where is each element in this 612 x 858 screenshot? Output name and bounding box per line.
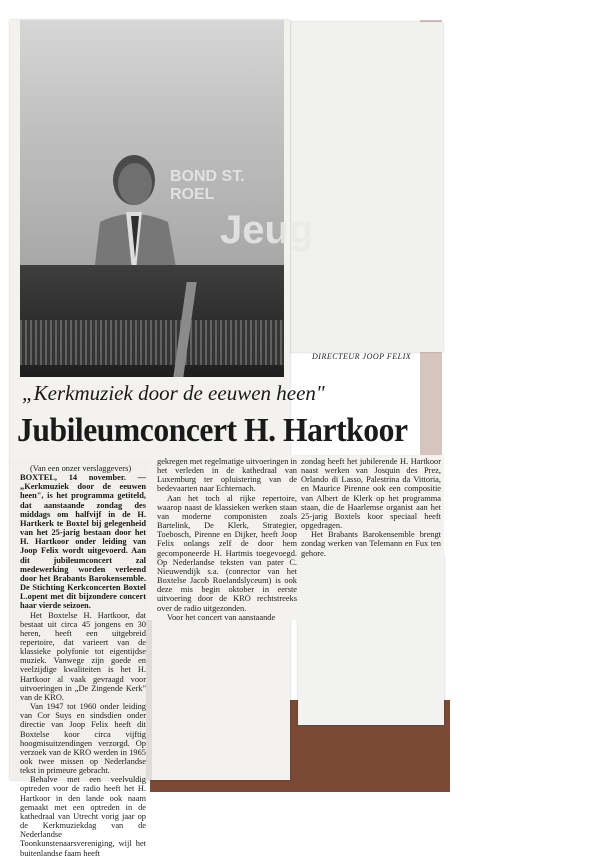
article-column-3	[301, 457, 441, 558]
paragraph: gekregen met regelmatige uitvoeringen in het verleden in de kathedraal van Luxemburg ter opluistering van de bedevaarten naar Echternach.	[157, 457, 297, 494]
article-column-1	[20, 464, 146, 858]
photo-caption: DIRECTEUR JOOP FELIX	[312, 352, 412, 361]
photo-wall-text: Jeug	[220, 208, 314, 252]
photo-director-at-piano	[20, 20, 314, 377]
photo-wall-text: BOND ST. ROEL	[170, 168, 245, 203]
paragraph: Het Brabants Barokensemble brengt zondag werken van Telemann en Fux ten gehore.	[301, 530, 441, 558]
paragraph: Van 1947 tot 1960 onder leiding van Cor Suys en sindsdien onder directie van Joop Felix heeft dit Boxtelse koor circa vijftig hoogmisuitzendingen verzorgd. Op verzoek van de KRO werden in 1965 ook twee missen op Nederlandse tekst in primeure gebracht.	[20, 702, 146, 776]
paragraph: Voor het concert van aanstaande	[167, 612, 276, 622]
paragraph: zondag heeft het jubilerende H. Hartkoor naast werken van Josquin des Prez, Orlando di Lasso, Palestrina da Vittoria, en Maurice Pirenne ook een compositie van Albert de Klerk op het programma staan, die de Haarlemse organist aan het 25-jarig Boxtels koor speciaal heeft opgedragen.	[301, 457, 441, 531]
paper-clipping-lower	[298, 555, 444, 725]
piano-strings	[20, 320, 284, 365]
article-column-2	[157, 457, 297, 622]
lead-paragraph: BOXTEL, 14 november. — „Kerkmuziek door de eeuwen heen", is het programma getiteld, dat aanstaande zondag des middags om halfvijf in de H. Hartkerk te Boxtel bij gelegenheid van het 25-jarig bestaan door het H. Hartkoor onder leiding van Joop Felix wordt uitgevoerd. Aan dit jubileumconcert zal medewerking worden verleend door het Brabants Barokensemble. De Stichting Kerkconcerten Boxtel L.opent met dit bijzondere concert haar vierde seizoen.	[20, 473, 146, 611]
article-kicker: „Kerkmuziek door de eeuwen heen"	[22, 381, 325, 405]
byline: (Van een onzer verslaggevers)	[30, 464, 132, 473]
article-headline: Jubileumconcert H. Hartkoor	[17, 412, 408, 449]
paragraph: Aan het toch al rijke repertoire, waarop naast de klassieken werken staan van moderne componisten zoals Bartelink, De Klerk, Strategier, Toebosch, Pirenne en Dijker, heeft Joop Felix onlangs zelf de door hem gecomponeerde H. Hartmis toegevoegd. Op Nederlandse teksten van pater C. Nieuwendijk s.a. (conrector van het Boxtelse Jacob Roelandslyceum) is ook deze mis begin oktober in eerste uitvoering door de KRO rechtstreeks over de radio uitgezonden.	[157, 493, 297, 613]
paper-clipping-blank	[283, 22, 443, 352]
paragraph: Het Boxtelse H. Hartkoor, dat bestaat uit circa 45 jongens en 30 heren, heeft een uitgebreid repertoire, dat varieert van de klassieke polyfonie tot eigentijdse muziek. Vanwege zijn goede en veelzijdige kwaliteiten is het H. Hartkoor al vaak gevraagd voor uitvoeringen in „De Zingende Kerk" van de KRO.	[20, 610, 146, 702]
paragraph: Behalve met een veelvuldig optreden voor de radio heeft het H. Hartkoor in den lande ook naam gemaakt met een optreden in de kathedraal van Utrecht vorig jaar op de Kerkmuziekdag van de Nederlandse Toonkunstenaarsvereniging, wijl het buitenlandse faam heeft	[20, 775, 146, 858]
paper-shadow	[146, 620, 152, 780]
